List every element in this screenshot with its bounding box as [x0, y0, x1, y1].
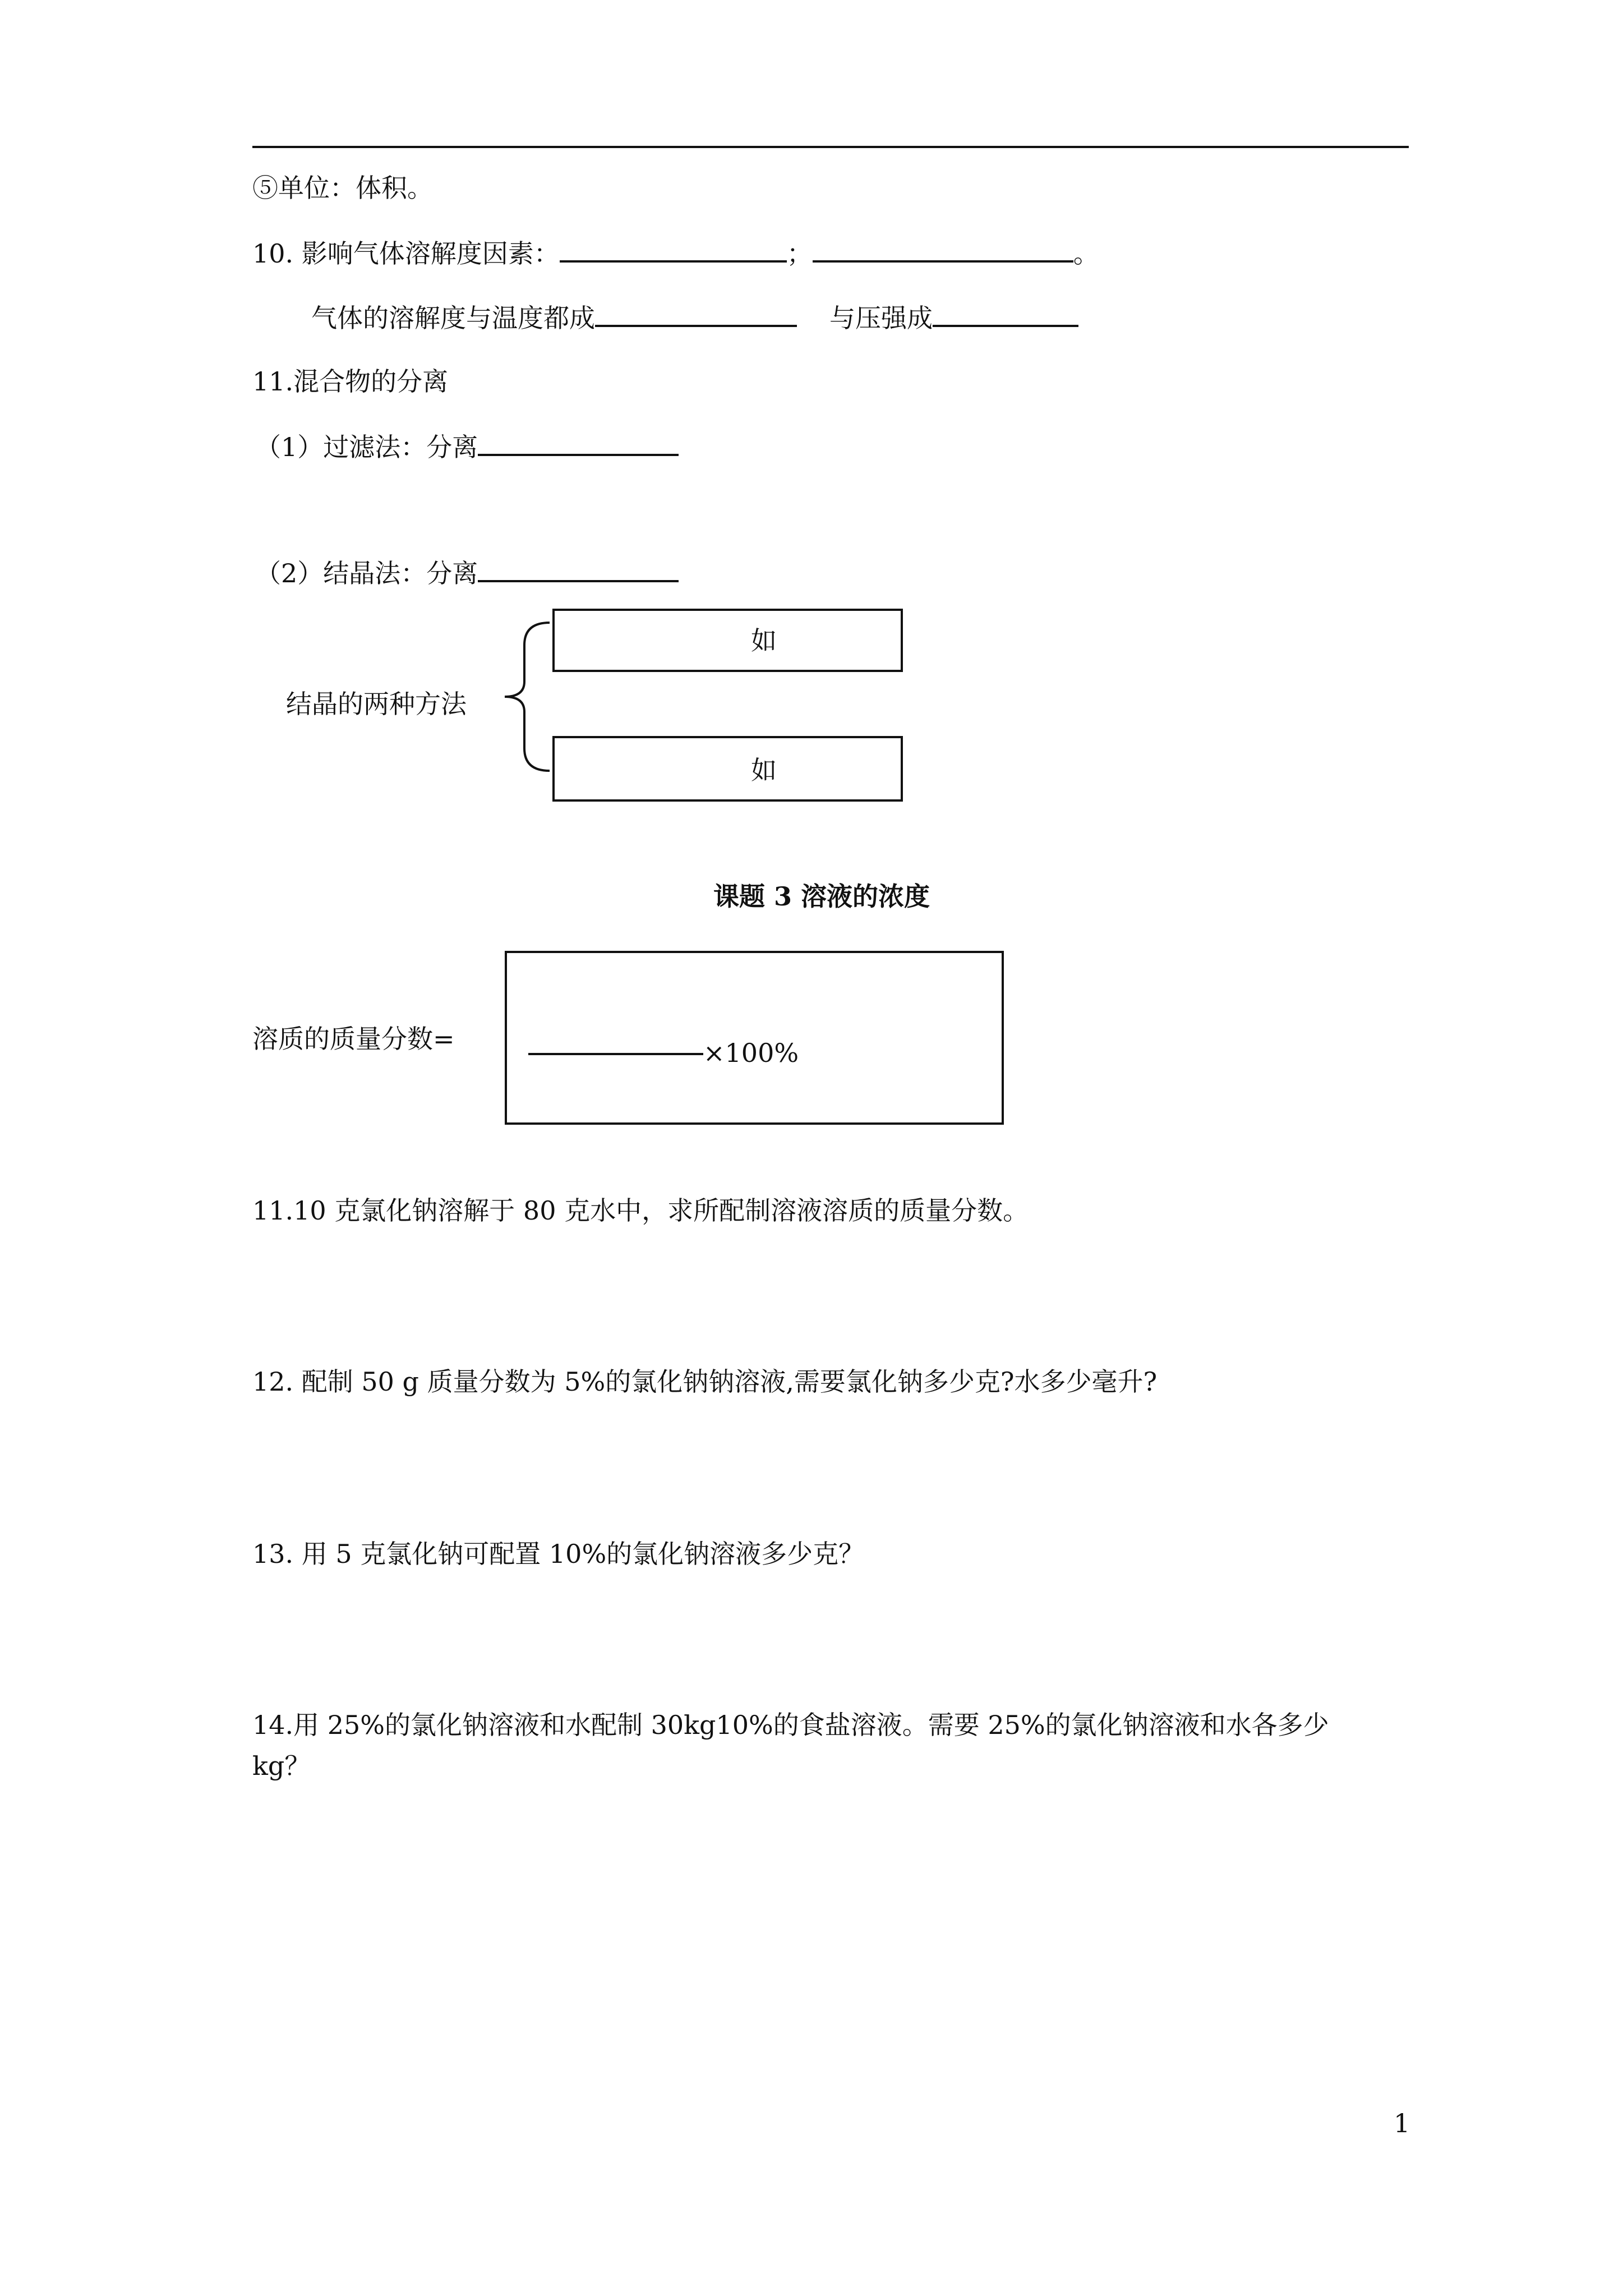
q11-filter-line: [255, 429, 679, 464]
q10-blank-2[interactable]: [813, 236, 1073, 263]
crystallization-method-box-2: [552, 736, 903, 802]
q10-blank-1[interactable]: [560, 236, 787, 263]
q11-crystal-blank[interactable]: [478, 555, 679, 582]
formula-label: 溶质的质量分数=: [252, 1024, 455, 1054]
problem-11: 11.10 克氯化钠溶解于 80 克水中，求所配制溶液溶质的质量分数。: [252, 1195, 1029, 1226]
q11-title: 11.混合物的分离: [252, 366, 449, 397]
formula-multiplier: ×100%: [703, 1038, 799, 1068]
q10-line-2: [311, 300, 1078, 335]
item-unit-volume: ⑤单位：体积。: [252, 173, 433, 203]
formula-box: [505, 951, 1004, 1125]
q10-blank-pressure[interactable]: [933, 300, 1078, 327]
method-1-example-label: 如: [751, 625, 777, 656]
problem-13: 13. 用 5 克氯化钠可配置 10%的氯化钠溶液多少克？: [252, 1539, 865, 1569]
crystallization-method-box-1: [552, 609, 903, 672]
problem-14-line-1: 14.用 25%的氯化钠溶液和水配制 30kg10%的食盐溶液。需要 25%的氯化钠溶液和水各多少: [252, 1710, 1329, 1740]
q10-end: 。: [1073, 238, 1099, 269]
q10-blank-temperature[interactable]: [595, 300, 797, 327]
q11-crystal-text: （2）结晶法：分离: [255, 558, 478, 588]
crystallization-methods-label: 结晶的两种方法: [286, 689, 467, 719]
section-title: 课题 3 溶液的浓度: [713, 881, 930, 912]
problem-14-line-2: kg？: [252, 1751, 311, 1781]
header-rule: [252, 146, 1409, 148]
formula-fraction-bar: [528, 1053, 703, 1055]
q11-filter-text: （1）过滤法：分离: [255, 432, 478, 462]
q10-temperature-text: 气体的溶解度与温度都成: [311, 303, 595, 333]
q10-label: 10. 影响气体溶解度因素：: [252, 238, 560, 269]
brace-icon: [494, 617, 561, 780]
q10-separator: ；: [786, 238, 813, 269]
q10-pressure-text: 与压强成: [829, 303, 933, 333]
problem-12: 12. 配制 50 g 质量分数为 5%的氯化钠钠溶液,需要氯化钠多少克?水多少毫升?: [252, 1366, 1158, 1397]
method-2-example-label: 如: [751, 755, 777, 785]
q10-line-1: [252, 236, 1099, 270]
page-number: 1: [1394, 2108, 1410, 2138]
q11-crystal-line: [255, 555, 679, 590]
q11-filter-blank[interactable]: [478, 429, 679, 456]
